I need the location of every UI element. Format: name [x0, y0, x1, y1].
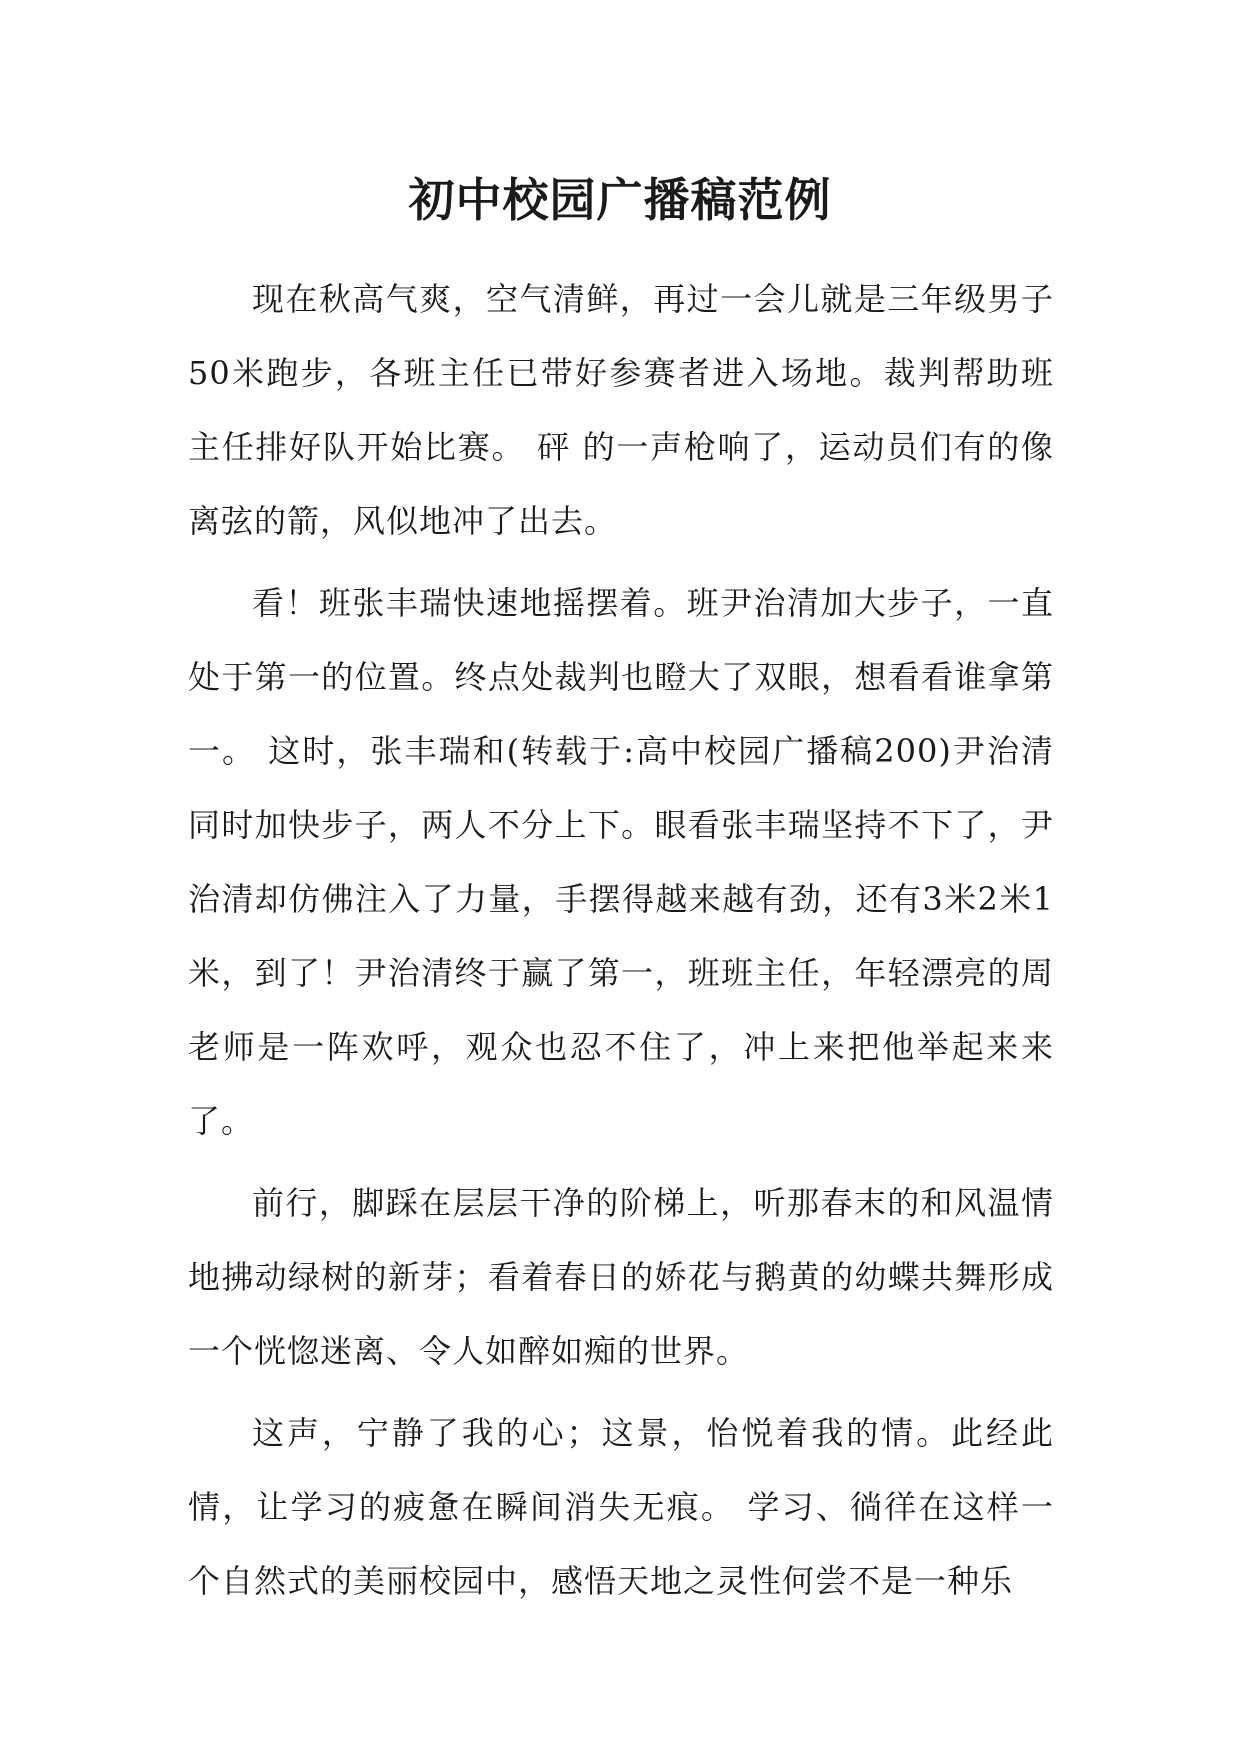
paragraph-3: 前行，脚踩在层层干净的阶梯上，听那春末的和风温情地拂动绿树的新芽；看着春日的娇花与鹅黄的幼蝶共舞形成一个恍惚迷离、令人如醉如痴的世界。	[188, 1184, 1054, 1370]
paragraph-2: 看！班张丰瑞快速地摇摆着。班尹治清加大步子，一直处于第一的位置。终点处裁判也瞪大了双眼，想看看谁拿第一。 这时，张丰瑞和(转载于:高中校园广播稿200)尹治清同时加快步子，两人不分上下。眼看张丰瑞坚持不下了，尹治清却仿佛注入了力量，手摆得越来越有劲，还有3米2米1米，到了！尹治清终于赢了第一，班班主任，年轻漂亮的周老师是一阵欢呼，观众也忍不住了，冲上来把他举起来来了。	[188, 584, 1054, 1140]
document-body	[188, 262, 1054, 1626]
paragraph-4: 这声，宁静了我的心；这景，怡悦着我的情。此经此情，让学习的疲惫在瞬间消失无痕。 学习、徜徉在这样一个自然式的美丽校园中，感悟天地之灵性何尝不是一种乐	[188, 1414, 1054, 1600]
document-title: 初中校园广播稿范例	[408, 173, 832, 227]
paragraph-1: 现在秋高气爽，空气清鲜，再过一会儿就是三年级男子50米跑步，各班主任已带好参赛者进入场地。裁判帮助班主任排好队开始比赛。 砰 的一声枪响了，运动员们有的像离弦的箭，风似地冲了出去。	[188, 280, 1054, 540]
